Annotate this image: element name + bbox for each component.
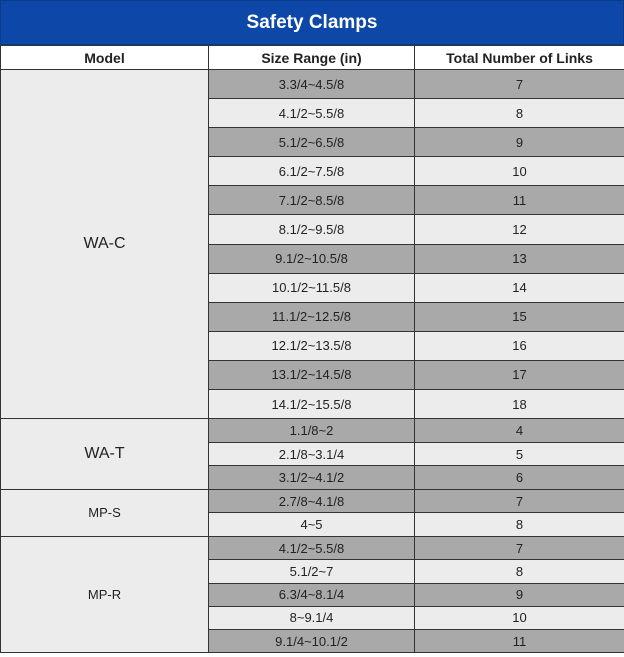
table-body bbox=[1, 70, 624, 653]
links-count-cell: 9 bbox=[415, 128, 624, 157]
model-cell: MP-S bbox=[1, 489, 209, 536]
size-range-cell: 3.1/2~4.1/2 bbox=[209, 466, 415, 490]
size-range-cell: 13.1/2~14.5/8 bbox=[209, 360, 415, 389]
size-range-cell: 11.1/2~12.5/8 bbox=[209, 302, 415, 331]
size-range-cell: 6.1/2~7.5/8 bbox=[209, 157, 415, 186]
links-count-cell: 10 bbox=[415, 157, 624, 186]
size-range-cell: 1.1/8~2 bbox=[209, 419, 415, 443]
size-range-cell: 14.1/2~15.5/8 bbox=[209, 390, 415, 419]
size-range-cell: 10.1/2~11.5/8 bbox=[209, 273, 415, 302]
links-count-cell: 13 bbox=[415, 244, 624, 273]
links-count-cell: 15 bbox=[415, 302, 624, 331]
size-range-cell: 5.1/2~6.5/8 bbox=[209, 128, 415, 157]
size-range-cell: 4~5 bbox=[209, 513, 415, 537]
size-range-cell: 8~9.1/4 bbox=[209, 606, 415, 629]
links-count-cell: 8 bbox=[415, 560, 624, 583]
links-count-cell: 14 bbox=[415, 273, 624, 302]
model-cell: WA-T bbox=[1, 419, 209, 490]
table-row bbox=[1, 536, 624, 559]
safety-clamps-table bbox=[0, 45, 624, 653]
column-header-total-links: Total Number of Links bbox=[415, 46, 624, 70]
table-title: Safety Clamps bbox=[0, 0, 624, 45]
links-count-cell: 8 bbox=[415, 513, 624, 537]
size-range-cell: 7.1/2~8.5/8 bbox=[209, 186, 415, 215]
column-header-model: Model bbox=[1, 46, 209, 70]
links-count-cell: 11 bbox=[415, 186, 624, 215]
links-count-cell: 7 bbox=[415, 70, 624, 99]
size-range-cell: 3.3/4~4.5/8 bbox=[209, 70, 415, 99]
size-range-cell: 4.1/2~5.5/8 bbox=[209, 99, 415, 128]
size-range-cell: 4.1/2~5.5/8 bbox=[209, 536, 415, 559]
model-cell: WA-C bbox=[1, 70, 209, 419]
size-range-cell: 8.1/2~9.5/8 bbox=[209, 215, 415, 244]
table-row bbox=[1, 70, 624, 99]
size-range-cell: 12.1/2~13.5/8 bbox=[209, 331, 415, 360]
links-count-cell: 5 bbox=[415, 442, 624, 466]
size-range-cell: 6.3/4~8.1/4 bbox=[209, 583, 415, 606]
links-count-cell: 9 bbox=[415, 583, 624, 606]
links-count-cell: 7 bbox=[415, 536, 624, 559]
links-count-cell: 12 bbox=[415, 215, 624, 244]
links-count-cell: 4 bbox=[415, 419, 624, 443]
size-range-cell: 2.1/8~3.1/4 bbox=[209, 442, 415, 466]
table-row bbox=[1, 419, 624, 443]
links-count-cell: 8 bbox=[415, 99, 624, 128]
header-row bbox=[1, 46, 624, 70]
links-count-cell: 18 bbox=[415, 390, 624, 419]
links-count-cell: 7 bbox=[415, 489, 624, 513]
size-range-cell: 5.1/2~7 bbox=[209, 560, 415, 583]
size-range-cell: 9.1/4~10.1/2 bbox=[209, 630, 415, 653]
size-range-cell: 2.7/8~4.1/8 bbox=[209, 489, 415, 513]
links-count-cell: 17 bbox=[415, 360, 624, 389]
column-header-size-range: Size Range (in) bbox=[209, 46, 415, 70]
size-range-cell: 9.1/2~10.5/8 bbox=[209, 244, 415, 273]
links-count-cell: 16 bbox=[415, 331, 624, 360]
links-count-cell: 11 bbox=[415, 630, 624, 653]
links-count-cell: 10 bbox=[415, 606, 624, 629]
links-count-cell: 6 bbox=[415, 466, 624, 490]
model-cell: MP-R bbox=[1, 536, 209, 652]
table-row bbox=[1, 489, 624, 513]
